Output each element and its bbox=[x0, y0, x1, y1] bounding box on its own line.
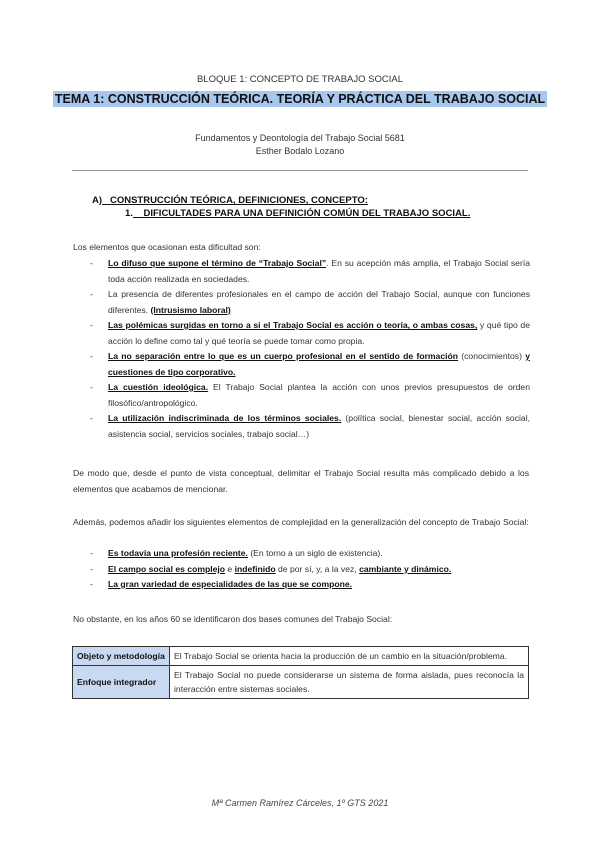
list-item-bold: y cuestiones de tipo corporativo. bbox=[108, 351, 530, 377]
list-item bbox=[90, 577, 530, 593]
difficulties-list bbox=[90, 256, 530, 442]
topic-title-wrapper bbox=[0, 90, 600, 108]
complexity-list bbox=[90, 546, 530, 593]
list-item-text: (En torno a un siglo de existencia). bbox=[247, 548, 383, 558]
list-item-bold: Es todavía una profesión reciente. bbox=[108, 548, 248, 558]
section-heading-a-number: A) bbox=[92, 195, 103, 206]
list-item-bold: El campo social es complejo bbox=[108, 563, 226, 574]
paragraph-complexity: Además, podemos añadir los siguientes elementos de complejidad en la generalización del concepto de Trabajo Social: bbox=[73, 517, 529, 527]
list-item-bold: La cuestión ideológica. bbox=[108, 382, 209, 392]
section-heading-a-text: CONSTRUCCIÓN TEÓRICA, DEFINICIONES, CONCEPTO: bbox=[109, 195, 368, 206]
section-heading-1-text: DIFICULTADES PARA UNA DEFINICIÓN COMÚN DEL TRABAJO SOCIAL. bbox=[143, 208, 471, 219]
list-item-text: (política social, bienestar social, acción social, asistencia social, servicios sociales, trabajo social…) bbox=[108, 413, 530, 439]
list-item bbox=[90, 411, 530, 442]
list-item bbox=[90, 287, 530, 318]
list-item-bold: (Intrusismo laboral) bbox=[150, 304, 231, 315]
section-heading-1-number: 1. bbox=[125, 208, 133, 219]
list-item-bold: cambiante y dinámico. bbox=[359, 563, 452, 574]
page-footer: Mª Carmen Ramírez Cárceles, 1º GTS 2021 bbox=[211, 798, 389, 808]
subject-line: Fundamentos y Deontología del Trabajo Social 5681 bbox=[195, 133, 405, 143]
author-line: Esther Bodalo Lozano bbox=[255, 146, 345, 156]
table-row bbox=[73, 666, 529, 699]
paragraph-conclusion: De modo que, desde el punto de vista conceptual, delimitar el Trabajo Social resulta más complicado debido a los elementos que acabamos de mencionar. bbox=[73, 468, 529, 494]
list-item-text: de por sí, y, a la vez, bbox=[275, 563, 360, 574]
list-item-text: e bbox=[225, 563, 235, 574]
list-item-text: (conocimientos) bbox=[458, 351, 526, 361]
list-item-bold: La no separación entre lo que es un cuerpo profesional en el sentido de formación bbox=[108, 351, 458, 361]
list-item bbox=[90, 562, 530, 578]
list-item-bold: Las polémicas surgidas en torno a si el Trabajo Social es acción o teoría, o ambas cosas, bbox=[108, 320, 478, 330]
table-cell-label: Enfoque integrador bbox=[73, 666, 170, 699]
table-cell-label: Objeto y metodología bbox=[73, 647, 170, 666]
intro-paragraph: Los elementos que ocasionan esta dificultad son: bbox=[73, 242, 261, 252]
paragraph-common-bases: No obstante, en los años 60 se identificaron dos bases comunes del Trabajo Social: bbox=[73, 614, 393, 624]
list-item bbox=[90, 318, 530, 349]
topic-title: TEMA 1: CONSTRUCCIÓN TEÓRICA. TEORÍA Y PRÁCTICA DEL TRABAJO SOCIAL bbox=[54, 92, 546, 106]
header-divider bbox=[72, 170, 528, 171]
common-bases-table bbox=[72, 646, 529, 699]
list-item bbox=[90, 380, 530, 411]
list-item-text: El Trabajo Social plantea la acción con unos previos presupuestos de orden filosófico/antropológico. bbox=[108, 382, 530, 408]
list-item-bold: La utilización indiscriminada de los términos sociales. bbox=[108, 413, 342, 423]
section-heading-a bbox=[92, 195, 368, 206]
block-title: BLOQUE 1: CONCEPTO DE TRABAJO SOCIAL bbox=[196, 74, 404, 85]
list-item bbox=[90, 546, 530, 562]
list-item-text: y qué tipo de acción lo define como tal y qué teoría se puede tomar como propia. bbox=[108, 320, 530, 346]
table-cell-text: El Trabajo Social se orienta hacia la producción de un cambio en la situación/problema. bbox=[170, 647, 529, 666]
list-item-bold: indefinido bbox=[234, 563, 276, 574]
list-item-bold: Lo difuso que supone el término de “Trabajo Social” bbox=[108, 258, 327, 268]
list-item bbox=[90, 349, 530, 380]
section-heading-1 bbox=[125, 208, 470, 219]
table-row bbox=[73, 647, 529, 666]
table-cell-text: El Trabajo Social no puede considerarse un sistema de forma aislada, pues reconocía la interacción entre sistemas sociales. bbox=[170, 666, 529, 699]
list-item-text: La presencia de diferentes profesionales en el campo de acción del Trabajo Social, aunque con funciones diferentes. bbox=[108, 289, 530, 315]
list-item-text: . En su acepción más amplia, el Trabajo Social sería toda acción realizada en sociedades. bbox=[108, 258, 530, 284]
list-item bbox=[90, 256, 530, 287]
list-item-bold: La gran variedad de especialidades de las que se compone. bbox=[108, 579, 353, 589]
